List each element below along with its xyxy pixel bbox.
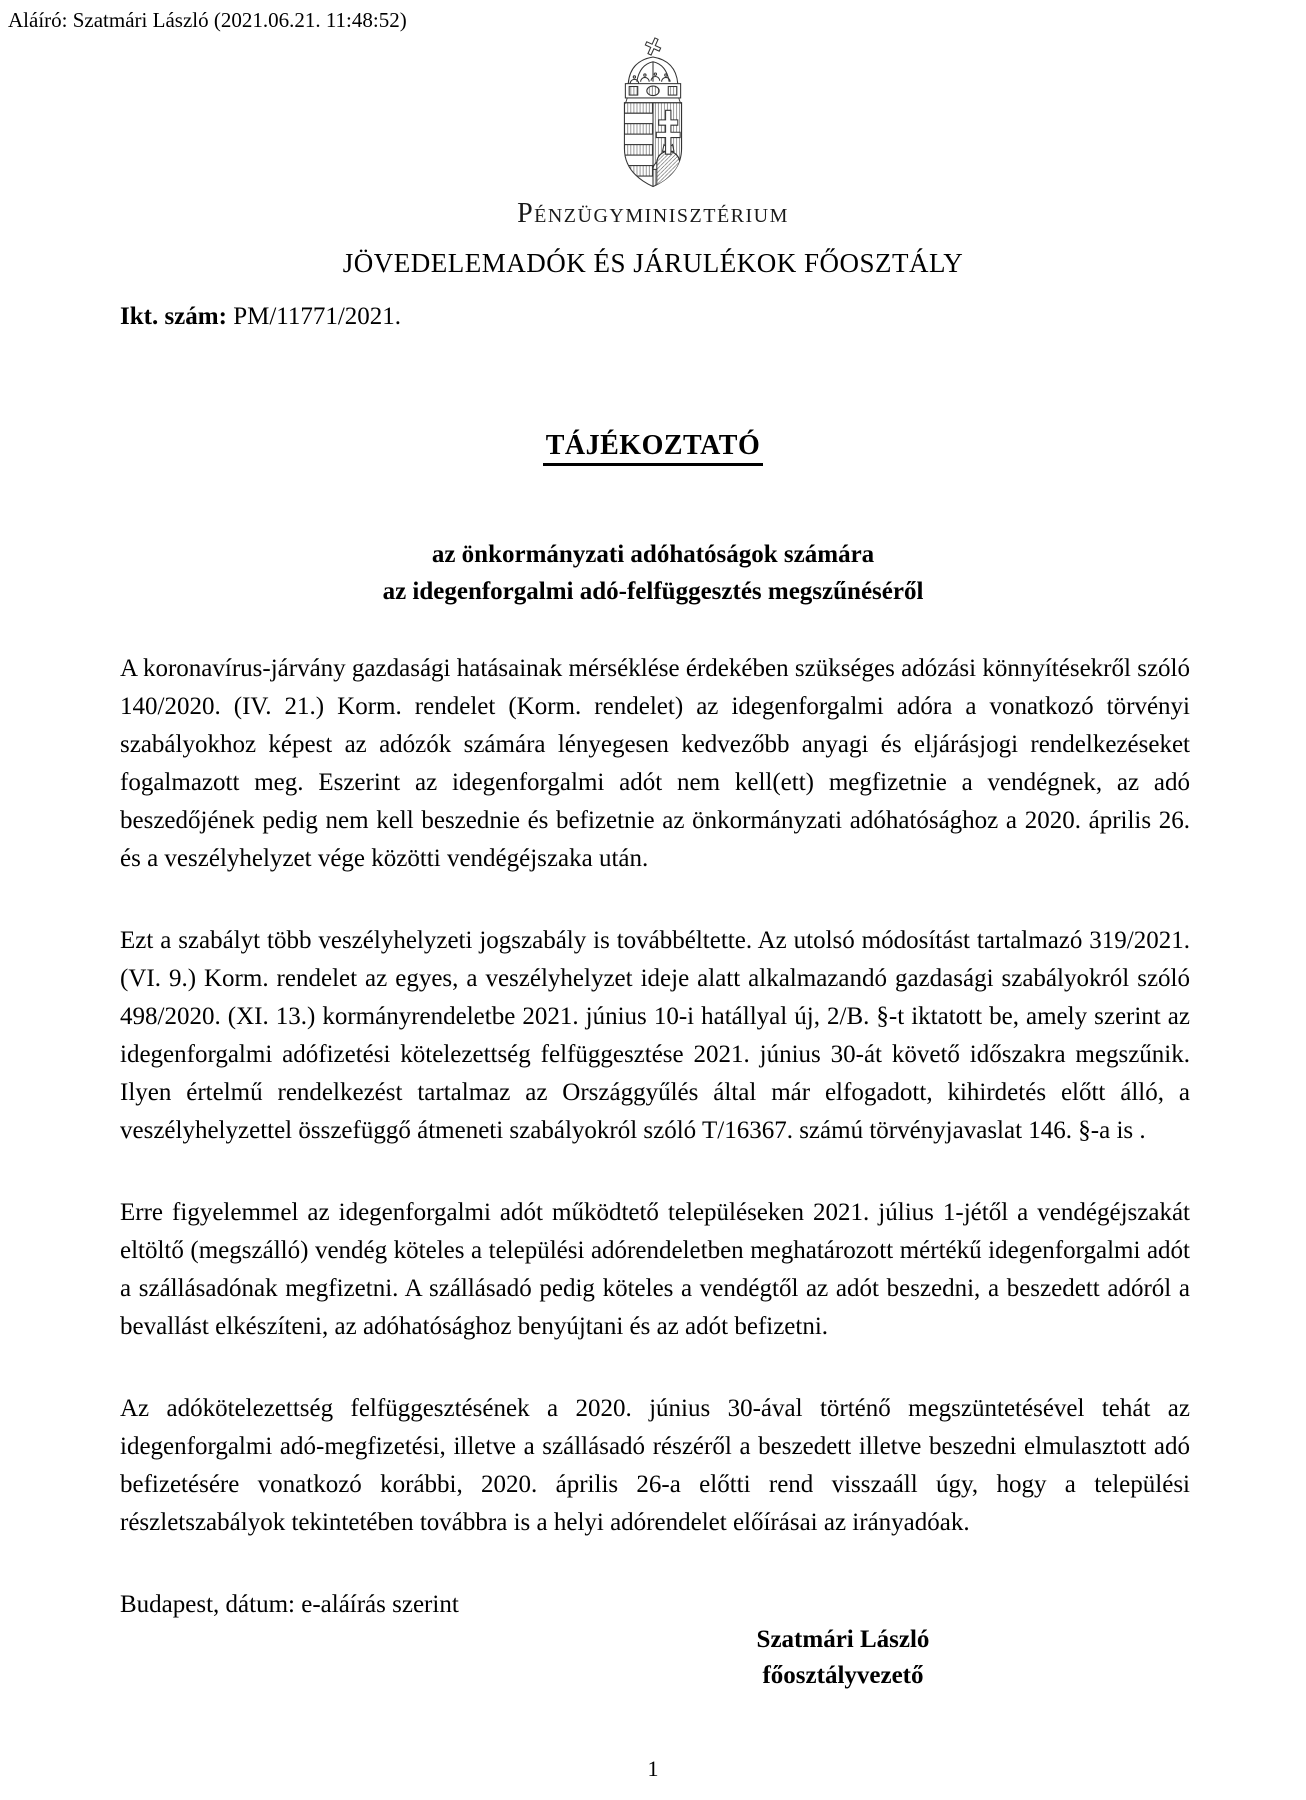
- document-subtitle: [0, 536, 1306, 610]
- body-paragraph-4: Az adókötelezettség felfüggesztésének a 2020. június 30-ával történő megszüntetésével tehát az idegenforgalmi adó-megfizetési, illetve a szállásadó részéről a beszedett illetve beszedni elmulasztott adó befizetésére vonatkozó korábbi, 2020. április 26-a előtti rend visszaáll úgy, hogy a települési részletszabályok tekintetében továbbra is a helyi adórendelet előírásai az irányadóak.: [120, 1395, 1190, 1536]
- document-title: TÁJÉKOZTATÓ: [543, 430, 764, 466]
- department-name: JÖVEDELEMADÓK ÉS JÁRULÉKOK FŐOSZTÁLY: [342, 248, 964, 278]
- e-signature-header: Aláíró: Szatmári László (2021.06.21. 11:48:52): [8, 8, 407, 32]
- reference-number-label: Ikt. szám:: [120, 303, 227, 330]
- date-line: Budapest, dátum: e-aláírás szerint: [120, 1591, 459, 1618]
- reference-number-value: PM/11771/2021.: [233, 303, 402, 330]
- body-paragraph-1: A koronavírus-járvány gazdasági hatásainak mérséklése érdekében szükséges adózási könnyítésekről szóló 140/2020. (IV. 21.) Korm. rendelet (Korm. rendelet) az idegenforgalmi adóra a vonatkozó törvényi szabályokhoz képest az adózók számára lényegesen kedvezőbb anyagi és eljárásjogi rendelkezéseket fogalmazott meg. Eszerint az idegenforgalmi adót nem kell(ett) megfizetnie a vendégnek, az adó beszedőjének pedig nem kell beszednie és befizetnie az önkormányzati adóhatósághoz a 2020. április 26. és a veszélyhelyzet vége közötti vendégéjszaka után.: [120, 655, 1190, 872]
- body-paragraph-2: Ezt a szabályt több veszélyhelyzeti jogszabály is továbbéltette. Az utolsó módosítást tartalmazó 319/2021. (VI. 9.) Korm. rendelet az egyes, a veszélyhelyzet ideje alatt alkalmazandó gazdasági szabályokról szóló 498/2020. (XI. 13.) kormányrendeletbe 2021. június 10-i hatállyal új, 2/B. §-t iktatott be, amely szerint az idegenforgalmi adófizetési kötelezettség felfüggesztése 2021. június 30-át követő időszakra megszűnik. Ilyen értelmű rendelkezést tartalmaz az Országgyűlés által már elfogadott, kihirdetés előtt álló, a veszélyhelyzettel összefüggő átmeneti szabályokról szóló T/16367. számú törvényjavaslat 146. §-a is .: [120, 927, 1190, 1144]
- hungarian-coat-of-arms-icon: [594, 36, 712, 198]
- reference-number-line: [120, 303, 401, 331]
- subtitle-line-1: az önkormányzati adóhatóságok számára: [431, 541, 875, 568]
- subtitle-line-2: az idegenforgalmi adó-felfüggesztés megszűnéséről: [382, 578, 924, 605]
- ministry-name: Pénzügyminisztérium: [517, 198, 789, 229]
- signer-title: főosztályvezető: [762, 1662, 924, 1689]
- signer-name: Szatmári László: [756, 1626, 930, 1653]
- coat-of-arms-emblem: [594, 36, 712, 198]
- signature-block: [693, 1622, 993, 1694]
- document-body: [120, 650, 1190, 1624]
- body-paragraph-3: Erre figyelemmel az idegenforgalmi adót működtető településeken 2021. július 1-jétől a vendégéjszakát eltöltő (megszálló) vendég köteles a települési adórendeletben meghatározott mértékű idegenforgalmi adót a szállásadónak megfizetni. A szállásadó pedig köteles a vendégtől az adót beszedni, a beszedett adóról a bevallást elkészíteni, az adóhatósághoz benyújtani és az adót befizetni.: [120, 1199, 1190, 1340]
- page-number: 1: [647, 1756, 659, 1781]
